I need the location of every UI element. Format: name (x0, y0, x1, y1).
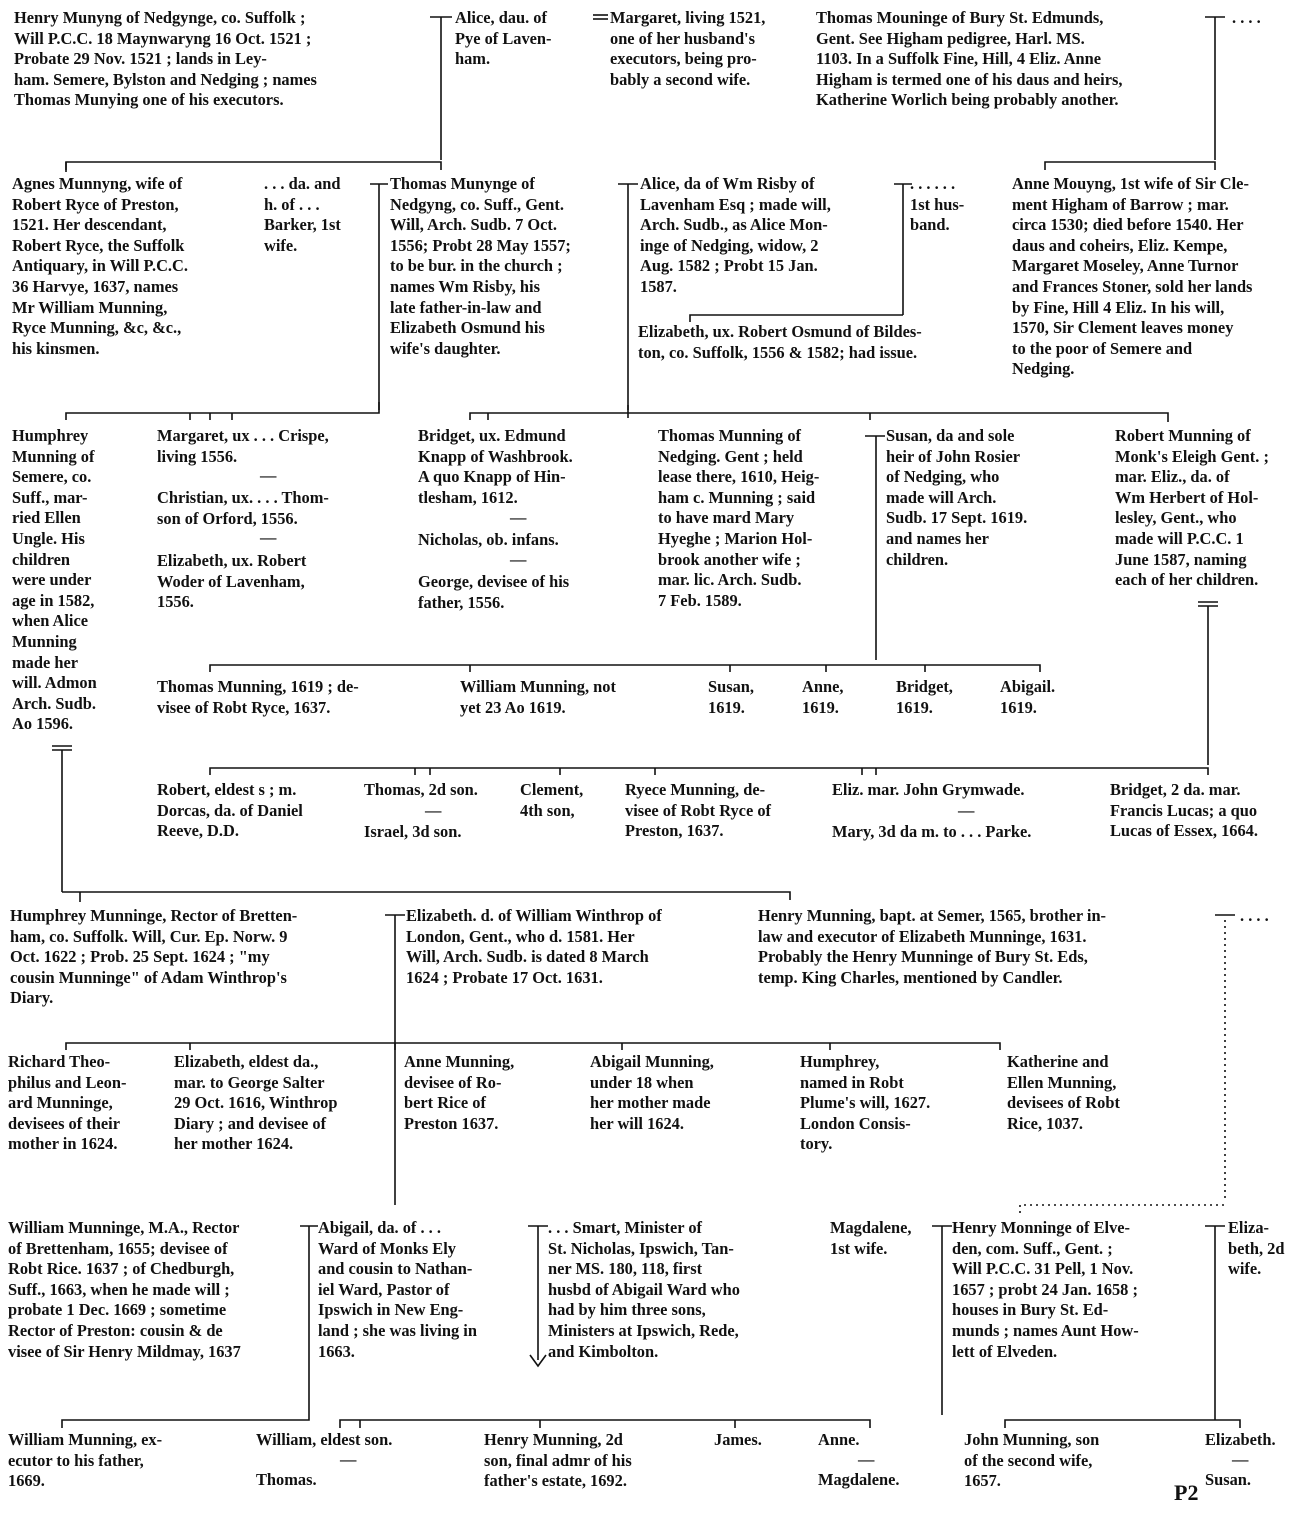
entry-christian-thomson: Christian, ux. . . . Thom- son of Orford, 1556. (157, 488, 329, 528)
entry-magdalene: Magdalene. (818, 1470, 900, 1489)
entry-elizabeth-second-wife: Eliza- beth, 2d wife. (1228, 1218, 1285, 1279)
entry-william-munning-executor: William Munning, ex- ecutor to his father, 1669. (8, 1430, 163, 1491)
entry-richard-theophilus-leonard: Richard Theo- philus and Leon- ard Munninge, devisees of their mother in 1624. (8, 1052, 127, 1154)
entry-henry-munyng-1521: Henry Munyng of Nedgynge, co. Suffolk ; Will P.C.C. 18 Maynwaryng 16 Oct. 1521 ; Probate 29 Nov. 1521 ; lands in Ley- ham. Semere, Bylston and Nedging ; names Thomas Munying one of his executors. (14, 8, 317, 110)
entry-william-munninge-ma: William Munninge, M.A., Rector of Brettenham, 1655; devisee of Robt Rice. 1637 ; of Chedburgh, Suff., 1663, when he made will ; probate 1 Dec. 1669 ; sometime Rector of Preston: cousin & de visee of Sir Henry Mildmay, 1637 (8, 1218, 241, 1361)
entry-elizabeth: Elizabeth. (1205, 1430, 1276, 1449)
entry-henry-monninge-elveden: Henry Monninge of Elve- den, com. Suff., Gent. ; Will P.C.C. 31 Pell, 1 Nov. 1657 ; probt 24 Jan. 1658 ; houses in Bury St. Ed- munds ; names Aunt How- lett of Elveden. (952, 1218, 1139, 1361)
entry-abigail-ward: Abigail, da. of . . . Ward of Monks Ely and cousin to Nathan- iel Ward, Pastor of Ipswich in New Eng- land ; she was living in 1663. (318, 1218, 477, 1361)
entry-mary-parke: Mary, 3d da m. to . . . Parke. (832, 822, 1032, 841)
divider-dash: — (425, 801, 442, 820)
entry-abigail-munning-1624: Abigail Munning, under 18 when her mother made her will 1624. (590, 1052, 714, 1133)
entry-magdalene-first-wife: Magdalene, 1st wife. (830, 1218, 912, 1258)
entry-william-munning-1619: William Munning, not yet 23 Ao 1619. (460, 677, 616, 717)
entry-margaret-crispe: Margaret, ux . . . Crispe, living 1556. (157, 426, 329, 466)
entry-anne-1619: Anne, 1619. (802, 677, 844, 717)
entry-elizabeth-osmund: Elizabeth, ux. Robert Osmund of Bildes- ton, co. Suffolk, 1556 & 1582; had issue. (638, 322, 922, 362)
entry-thomas: Thomas. (256, 1470, 317, 1489)
entry-agnes-munnyng: Agnes Munnyng, wife of Robert Ryce of Preston, 1521. Her descendant, Robert Ryce, the Suffolk Antiquary, in Will P.C.C. 36 Harvye, 1637, names Mr William Munning, Ryce Munning, &c, &c., his kinsmen. (12, 174, 188, 358)
entry-anne: Anne. (818, 1430, 860, 1449)
divider-dash: — (340, 1450, 357, 1469)
divider-dash: — (510, 508, 527, 527)
entry-katherine-ellen: Katherine and Ellen Munning, devisees of Robt Rice, 1037. (1007, 1052, 1120, 1133)
entry-thomas-mouninge-bury: Thomas Mouninge of Bury St. Edmunds, Gent. See Higham pedigree, Harl. MS. 1103. In a Suffolk Fine, Hill, 4 Eliz. Anne Higham is termed one of his daus and heirs, Katherine Worlich being probably another. (816, 8, 1123, 110)
entry-george: George, devisee of his father, 1556. (418, 572, 570, 612)
entry-anne-munning-rice: Anne Munning, devisee of Ro- bert Rice of Preston 1637. (404, 1052, 515, 1133)
divider-dash: — (260, 466, 277, 485)
entry-barker-first-wife: . . . da. and h. of . . . Barker, 1st wife. (264, 174, 341, 255)
entry-henry-1565-spouse: . . . . (1240, 906, 1269, 925)
entry-first-husband: . . . . . . 1st hus- band. (910, 174, 965, 235)
entry-susan: Susan. (1205, 1470, 1252, 1489)
entry-clement: Clement, 4th son, (520, 780, 584, 820)
entry-israel: Israel, 3d son. (364, 822, 462, 841)
entry-thomas-2d-son: Thomas, 2d son. (364, 780, 478, 799)
entry-humphrey-munninge-rector: Humphrey Munninge, Rector of Bretten- ham, co. Suffolk. Will, Cur. Ep. Norw. 9 Oct. 1622 ; Prob. 25 Sept. 1624 ; "my cousin Munninge" of Adam Winthrop's Diary. (10, 906, 298, 1008)
entry-susan-rosier: Susan, da and sole heir of John Rosier of Nedging, who made will Arch. Sudb. 17 Sept. 1619. and names her children. (886, 426, 1028, 569)
entry-james: James. (714, 1430, 762, 1449)
entry-eliz-grymwade: Eliz. mar. John Grymwade. (832, 780, 1025, 799)
entry-robert-eldest: Robert, eldest s ; m. Dorcas, da. of Daniel Reeve, D.D. (157, 780, 303, 841)
entry-elizabeth-winthrop: Elizabeth. d. of William Winthrop of London, Gent., who d. 1581. Her Will, Arch. Sudb. is dated 8 March 1624 ; Probate 17 Oct. 1631. (406, 906, 662, 987)
entry-smart-minister: . . . Smart, Minister of St. Nicholas, Ipswich, Tan- ner MS. 180, 118, first husbd of Abigail Ward who had by him three sons, Ministers at Ipswich, Rede, and Kimbolton. (548, 1218, 740, 1361)
entry-ryece-munning: Ryece Munning, de- visee of Robt Ryce of Preston, 1637. (625, 780, 771, 841)
entry-humphrey-semere: Humphrey Munning of Semere, co. Suff., mar- ried Ellen Ungle. His children were under age in 1582, when Alice Munning made her will. Admon Arch. Sudb. Ao 1596. (12, 426, 97, 734)
entry-william-eldest-son: William, eldest son. (256, 1430, 393, 1449)
entry-alice-pye: Alice, dau. of Pye of Laven- ham. (455, 8, 552, 69)
divider-dash: — (858, 1450, 875, 1469)
entry-thomas-munning-1610: Thomas Munning of Nedging. Gent ; held lease there, 1610, Heig- ham c. Munning ; said to have mard Mary Hyeghe ; Marion Hol- brook another wife ; mar. lic. Arch. Sudb. 7 Feb. 1589. (658, 426, 820, 610)
divider-dash: — (510, 550, 527, 569)
entry-thomas-munning-1619: Thomas Munning, 1619 ; de- visee of Robt Ryce, 1637. (157, 677, 359, 717)
entry-henry-munning-1565: Henry Munning, bapt. at Semer, 1565, brother in- law and executor of Elizabeth Munninge, 1631. Probably the Henry Munninge of Bury St. Eds, temp. King Charles, mentioned by Candler. (758, 906, 1107, 987)
entry-henry-munning-2d-son: Henry Munning, 2d son, final admr of his father's estate, 1692. (484, 1430, 632, 1491)
entry-bridget-1619: Bridget, 1619. (896, 677, 953, 717)
divider-dash: — (260, 528, 277, 547)
entry-anne-mouyng-higham: Anne Mouyng, 1st wife of Sir Cle- ment Higham of Barrow ; mar. circa 1530; died before 1540. Her daus and coheirs, Eliz. Kempe, Margaret Moseley, Anne Turnor and Frances Stoner, sold her lands by Fine, Hill 4 Eliz. In his will, 1570, Sir Clement leaves money to the poor of Semere and Nedging. (1012, 174, 1253, 379)
entry-thomas-munynge-1556: Thomas Munynge of Nedgyng, co. Suff., Gent. Will, Arch. Sudb. 7 Oct. 1556; Probt 28 May 1557; to be bur. in the church ; names Wm Risby, his late father-in-law and Elizabeth Osmund his wife's daughter. (390, 174, 571, 358)
entry-john-munning-1657: John Munning, son of the second wife, 1657. (964, 1430, 1100, 1491)
entry-susan-1619: Susan, 1619. (708, 677, 755, 717)
divider-dash: — (1232, 1450, 1249, 1469)
entry-humphrey-plume: Humphrey, named in Robt Plume's will, 1627. London Consis- tory. (800, 1052, 931, 1154)
entry-robert-monks-eleigh: Robert Munning of Monk's Eleigh Gent. ; mar. Eliz., da. of Wm Herbert of Hol- lesley, Gent., who made will P.C.C. 1 June 1587, naming each of her children. (1115, 426, 1269, 590)
entry-bridget-lucas: Bridget, 2 da. mar. Francis Lucas; a quo Lucas of Essex, 1664. (1110, 780, 1258, 841)
page-signature-mark: P2 (1174, 1480, 1199, 1505)
entry-margaret-1521: Margaret, living 1521, one of her husband's executors, being pro- bably a second wife. (610, 8, 766, 89)
entry-elizabeth-woder: Elizabeth, ux. Robert Woder of Lavenham, 1556. (157, 551, 307, 612)
entry-nicholas: Nicholas, ob. infans. (418, 530, 559, 549)
entry-elizabeth-salter: Elizabeth, eldest da., mar. to George Salter 29 Oct. 1616, Winthrop Diary ; and devisee of her mother 1624. (174, 1052, 338, 1154)
entry-abigail-1619: Abigail. 1619. (1000, 677, 1056, 717)
entry-thomas-bury-spouse: . . . . (1232, 8, 1261, 27)
divider-dash: — (958, 801, 975, 820)
entry-alice-risby: Alice, da of Wm Risby of Lavenham Esq ; made will, Arch. Sudb., as Alice Mon- inge of Nedging, widow, 2 Aug. 1582 ; Probt 15 Jan. 1587. (640, 174, 831, 296)
entry-bridget-knapp: Bridget, ux. Edmund Knapp of Washbrook. A quo Knapp of Hin- tlesham, 1612. (418, 426, 573, 507)
